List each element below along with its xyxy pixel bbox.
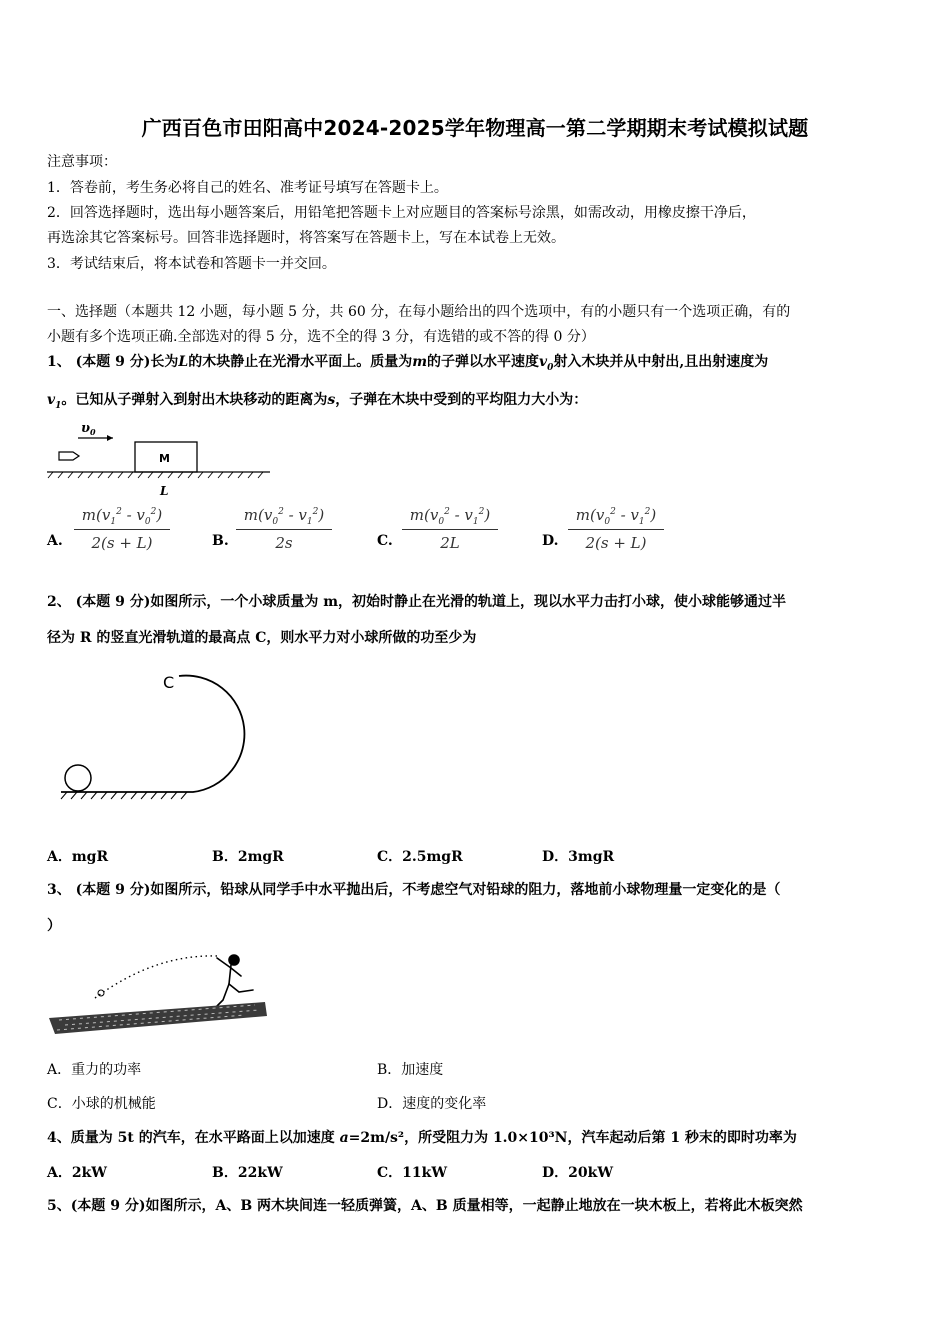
q1-var-v0: v	[539, 354, 548, 370]
q1-text: 1、 (本题 9 分)长为	[47, 354, 179, 370]
q1-option-c-denominator: 2L	[440, 534, 460, 552]
q1-option-c-label: C.	[377, 533, 393, 549]
notice-heading: 注意事项：	[47, 154, 117, 170]
q1-var-v1-sub: 1	[55, 400, 62, 411]
q1-fig-arrowhead	[107, 435, 113, 441]
q2-line1: 2、 (本题 9 分)如图所示，一个小球质量为 m，初始时静止在光滑的轨道上，现以水平力击打小球，使小球能够通过半	[47, 594, 787, 610]
q2-fig-c-label: C	[163, 673, 175, 692]
notice-item-2-cont: 再选涂其它答案标号。回答非选择题时，将答案写在答题卡上，写在本试卷上无效。	[47, 230, 565, 246]
q1-var-v0-sub: 0	[547, 362, 554, 373]
q2-option-a: A．mgR	[47, 849, 109, 865]
q3-fig-athlete	[217, 955, 253, 1006]
q1-fig-block-label: M	[159, 452, 170, 465]
q1-var-L: L	[178, 354, 189, 370]
page-title: 广西百色市田阳高中2024-2025学年物理高一第二学期期末考试模拟试题	[141, 116, 809, 140]
q1-option-d-denominator: 2(s + L)	[585, 534, 647, 552]
q2-option-c: C．2.5mgR	[377, 849, 463, 865]
q5-line1: 5、(本题 9 分)如图所示，A、B 两木块间连一轻质弹簧，A、B 质量相等，一起静止地放在一块木板上，若将此木板突然	[47, 1198, 803, 1214]
q1-fig-v0-label: $\upsilon_0$	[81, 421, 96, 437]
q2-fig-ground-hatch	[61, 792, 187, 799]
q1-fig-ground-hatch	[48, 472, 263, 478]
q1-figure-bullet-block	[45, 418, 275, 498]
q4-line1	[47, 1128, 907, 1148]
q1-option-d-formula	[568, 506, 664, 552]
q3-line1: 3、 (本题 9 分)如图所示，铅球从同学手中水平抛出后，不考虑空气对铅球的阻力，落地前小球物理量一定变化的是（	[47, 882, 781, 898]
q1-text: 的子弹以水平速度	[427, 354, 540, 370]
q1-fig-L-label: L	[160, 484, 169, 498]
q3-figure-shot-put	[45, 946, 275, 1046]
q1-option-a-numerator: $m(v_1^2 - v_0^2)$	[74, 506, 170, 530]
q2-option-d: D．3mgR	[542, 849, 615, 865]
q3-option-b: B．加速度	[377, 1062, 444, 1078]
q1-text: ，子弹在木块中受到的平均阻力大小为：	[335, 392, 588, 408]
q1-option-b-numerator: $m(v_0^2 - v_1^2)$	[236, 506, 332, 530]
notice-item-3: 3．考试结束后，将本试卷和答题卡一并交回。	[47, 256, 336, 272]
q4-option-d: D．20kW	[542, 1165, 614, 1181]
q1-var-m: m	[412, 354, 428, 370]
q1-option-b-formula	[236, 506, 332, 552]
q4-option-c: C．11kW	[377, 1165, 448, 1181]
q1-fig-bullet	[59, 452, 79, 460]
section-intro-line2: 小题有多个选项正确.全部选对的得 5 分，选不全的得 3 分，有选错的或不答的得 0 分）	[47, 329, 595, 345]
q1-option-b-denominator: 2s	[275, 534, 293, 552]
q4-text: 4、质量为 5t 的汽车，在水平路面上以加速度	[47, 1130, 340, 1146]
q2-line2: 径为 R 的竖直光滑轨道的最高点 C，则水平力对小球所做的功至少为	[47, 630, 477, 646]
q1-option-c-formula	[402, 506, 498, 552]
q1-text: 。已知从子弹射入到射出木块移动的距离为	[61, 392, 328, 408]
q3-line2: ）	[47, 918, 61, 934]
q4-option-b: B．22kW	[212, 1165, 283, 1181]
q1-option-a-formula	[74, 506, 170, 552]
q3-option-d: D．速度的变化率	[377, 1096, 487, 1112]
q3-fig-trajectory	[95, 956, 217, 998]
q2-figure-loop-track	[55, 664, 255, 809]
q3-fig-shot	[98, 990, 104, 996]
q2-option-b: B．2mgR	[212, 849, 284, 865]
q3-option-a: A．重力的功率	[47, 1062, 142, 1078]
q4-text: =2m/s²，所受阻力为 1.0×10³N，汽车起动后第 1 秒末的即时功率为	[348, 1130, 797, 1146]
section-intro-line1: 一、选择题（本题共 12 小题，每小题 5 分，共 60 分，在每小题给出的四个选项中，有的小题只有一个选项正确，有的	[47, 304, 791, 320]
q1-option-d-numerator: $m(v_0^2 - v_1^2)$	[568, 506, 664, 530]
q1-var-s: s	[327, 392, 336, 408]
q1-option-c-numerator: $m(v_0^2 - v_1^2)$	[402, 506, 498, 530]
q1-option-d-label: D.	[542, 533, 559, 549]
notice-item-2: 2．回答选择题时，选出每小题答案后，用铅笔把答题卡上对应题目的答案标号涂黑，如需改动，用橡皮擦干净后，	[47, 205, 756, 221]
q1-text: 的木块静止在光滑水平面上。质量为	[188, 354, 413, 370]
q2-fig-ball	[65, 765, 91, 791]
q3-option-c: C．小球的机械能	[47, 1096, 156, 1112]
q1-option-b-label: B.	[212, 533, 229, 549]
q4-var-a: a	[339, 1130, 349, 1146]
q1-line1	[47, 352, 907, 378]
q1-option-a-denominator: 2(s + L)	[91, 534, 153, 552]
q1-text: 射入木块并从中射出,且出射速度为	[553, 354, 769, 370]
q1-line2	[47, 390, 907, 416]
q1-var-v1: v	[47, 392, 56, 408]
notice-item-1: 1．答卷前，考生务必将自己的姓名、准考证号填写在答题卡上。	[47, 180, 448, 196]
q4-option-a: A．2kW	[47, 1165, 108, 1181]
q1-option-a-label: A.	[47, 533, 63, 549]
